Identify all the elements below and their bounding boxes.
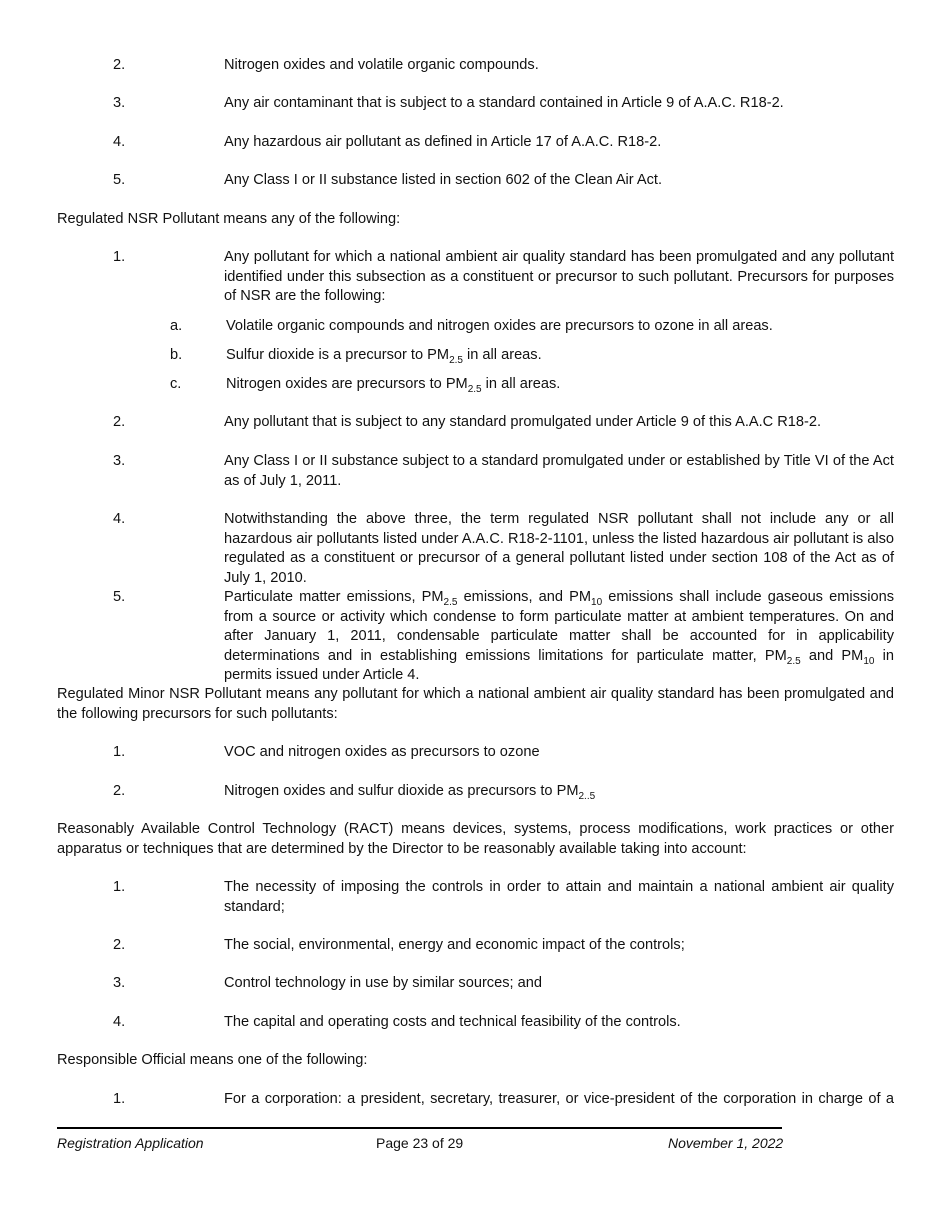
list-text: Nitrogen oxides and sulfur dioxide as precursors to $PM_{2..5}$ — [224, 783, 596, 802]
list-text: The capital and operating costs and technical feasibility of the controls. — [224, 1014, 681, 1030]
ract-heading: Reasonably Available Control Technology (RACT) means devices, systems, process modifications, work practices or other apparatus or techniques that are determined by the Director to be reasonably available taking into account: — [57, 821, 894, 857]
list-number: 5. — [113, 172, 126, 188]
document-page — [57, 0, 894, 1230]
list-item — [113, 171, 894, 191]
list-text: Notwithstanding the above three, the term regulated NSR pollutant shall not include any or all hazardous air pollutants listed under A.A.C. R18-2-1101, unless the listed hazardous air pollutant is also regulated as a constituent or precursor of a general pollutant listed under section 108 of the Act as of July 1, 2010. — [224, 511, 894, 586]
regulated-minor-nsr-heading: Regulated Minor NSR Pollutant means any pollutant for which a national ambient air quality standard has been promulgated and the following precursors for such pollutants: — [57, 686, 894, 722]
list-item — [113, 94, 894, 114]
list-item — [113, 974, 894, 994]
responsible-official-heading: Responsible Official means one of the following: — [57, 1052, 368, 1068]
list-item — [113, 510, 894, 588]
list-text: Nitrogen oxides and volatile organic compounds. — [224, 57, 539, 73]
list-item — [113, 878, 894, 917]
sub-list-letter: a. — [170, 318, 183, 334]
list-number: 2. — [113, 937, 126, 953]
list-number: 3. — [113, 95, 126, 111]
sub-list-text: Volatile organic compounds and nitrogen oxides are precursors to ozone in all areas. — [226, 318, 773, 334]
footer-document-title: Registration Application — [57, 1135, 204, 1151]
list-number: 1. — [113, 744, 126, 760]
list-item — [113, 413, 894, 433]
list-text: For a corporation: a president, secretary, treasurer, or vice-president of the corporation in charge of a — [224, 1091, 894, 1107]
sub-list-text: Sulfur dioxide is a precursor to $PM_{2.5}$ in all areas. — [226, 347, 542, 366]
list-text: Any Class I or II substance subject to a standard promulgated under or established by Title VI of the Act as of July 1, 2011. — [224, 453, 894, 489]
footer-divider — [57, 1127, 782, 1129]
footer-date: November 1, 2022 — [668, 1135, 784, 1151]
list-item — [113, 1013, 894, 1033]
sub-list-item — [170, 375, 894, 395]
list-number: 2. — [113, 57, 126, 73]
list-item — [113, 588, 894, 686]
sub-list-text: Nitrogen oxides are precursors to $PM_{2.5}$ in all areas. — [226, 376, 561, 395]
list-text: Any pollutant for which a national ambient air quality standard has been promulgated and any pollutant identified under this subsection as a constituent or precursor to such pollutant. Precursors for purposes of NSR are the following: — [224, 249, 894, 304]
list-item — [113, 743, 894, 763]
list-number: 2. — [113, 414, 126, 430]
list-item — [113, 782, 894, 802]
list-item — [113, 133, 894, 153]
list-number: 4. — [113, 134, 126, 150]
list-text: Control technology in use by similar sources; and — [224, 975, 542, 991]
list-item — [113, 1090, 894, 1110]
list-text: Any Class I or II substance listed in section 602 of the Clean Air Act. — [224, 172, 663, 188]
regulated-nsr-heading: Regulated NSR Pollutant means any of the following: — [57, 211, 401, 227]
list-text: Any air contaminant that is subject to a standard contained in Article 9 of A.A.C. R18-2. — [224, 95, 784, 111]
list-text: The necessity of imposing the controls in order to attain and maintain a national ambient air quality standard; — [224, 879, 894, 915]
list-number: 1. — [113, 249, 126, 265]
list-number: 5. — [113, 589, 126, 605]
list-text: Any hazardous air pollutant as defined in Article 17 of A.A.C. R18-2. — [224, 134, 662, 150]
sub-list-item — [170, 317, 894, 337]
list-number: 1. — [113, 1091, 126, 1107]
list-number: 4. — [113, 511, 126, 527]
list-item — [113, 936, 894, 956]
list-item — [113, 248, 894, 307]
list-item — [113, 452, 894, 491]
list-text: Particulate matter emissions, $PM_{2.5}$ emissions, and $PM_{10}$ emissions shall include gaseous emissions from a source or activity which condense to form particulate matter at ambient temperatures. On and after January 1, 2011, condensable particulate matter shall be accounted for in applicability determinations and in establishing emissions limitations for particulate matter, $PM_{2.5}$ and $PM_{10}$ in permits issued under Article 4. — [224, 589, 894, 683]
list-number: 4. — [113, 1014, 126, 1030]
list-number: 3. — [113, 453, 126, 469]
sub-list-item — [170, 346, 894, 366]
sub-list-letter: c. — [170, 376, 182, 392]
list-number: 1. — [113, 879, 126, 895]
list-text: Any pollutant that is subject to any standard promulgated under Article 9 of this A.A.C R18-2. — [224, 414, 822, 430]
list-number: 2. — [113, 783, 126, 799]
footer-page-number: Page 23 of 29 — [376, 1135, 464, 1151]
list-text: VOC and nitrogen oxides as precursors to ozone — [224, 744, 540, 760]
sub-list-letter: b. — [170, 347, 183, 363]
list-item — [113, 56, 894, 76]
list-number: 3. — [113, 975, 126, 991]
list-text: The social, environmental, energy and economic impact of the controls; — [224, 937, 685, 953]
